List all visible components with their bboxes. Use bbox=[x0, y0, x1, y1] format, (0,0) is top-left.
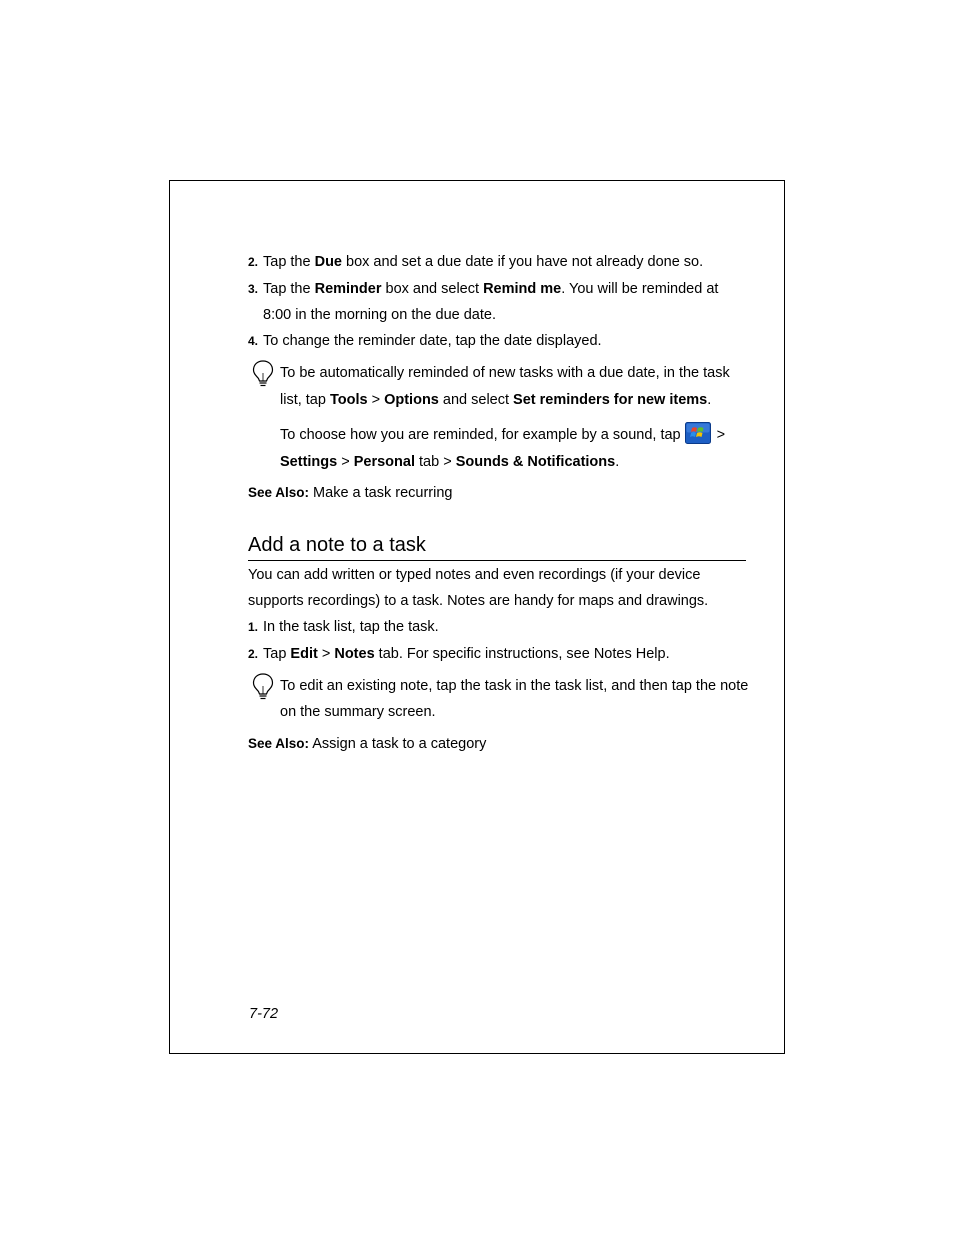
step-3: 3. Tap the Reminder box and select Remind me. You will be reminded at bbox=[248, 281, 719, 297]
tip-1-line-3: To choose how you are reminded, for example by a sound, tap > bbox=[280, 422, 725, 448]
tip-1-line-4: Settings > Personal tab > Sounds & Notifications. bbox=[280, 454, 620, 470]
see-also-1: See Also: Make a task recurring bbox=[248, 485, 453, 501]
lightbulb-icon bbox=[252, 673, 274, 701]
page-number: 7-72 bbox=[249, 1006, 279, 1022]
note-step-1: 1. In the task list, tap the task. bbox=[248, 619, 439, 635]
tip-1-line-1: To be automatically reminded of new tasks with a due date, in the task bbox=[280, 365, 730, 381]
tip-2-line-2: on the summary screen. bbox=[280, 704, 436, 720]
step-2: 2. Tap the Due box and set a due date if you have not already done so. bbox=[248, 254, 704, 270]
lightbulb-icon bbox=[252, 360, 274, 388]
start-menu-icon bbox=[685, 422, 711, 444]
tip-2-line-1: To edit an existing note, tap the task in the task list, and then tap the note bbox=[280, 678, 749, 694]
section-heading: Add a note to a task bbox=[248, 532, 746, 561]
step-4: 4. To change the reminder date, tap the date displayed. bbox=[248, 333, 602, 349]
step-3-continued: 8:00 in the morning on the due date. bbox=[263, 307, 496, 323]
tip-1-line-2: list, tap Tools > Options and select Set reminders for new items. bbox=[280, 392, 712, 408]
see-also-2: See Also: Assign a task to a category bbox=[248, 736, 487, 752]
section-intro-line-2: supports recordings) to a task. Notes are handy for maps and drawings. bbox=[248, 593, 709, 609]
section-intro-line-1: You can add written or typed notes and even recordings (if your device bbox=[248, 567, 701, 583]
note-step-2: 2. Tap Edit > Notes tab. For specific instructions, see Notes Help. bbox=[248, 646, 670, 662]
